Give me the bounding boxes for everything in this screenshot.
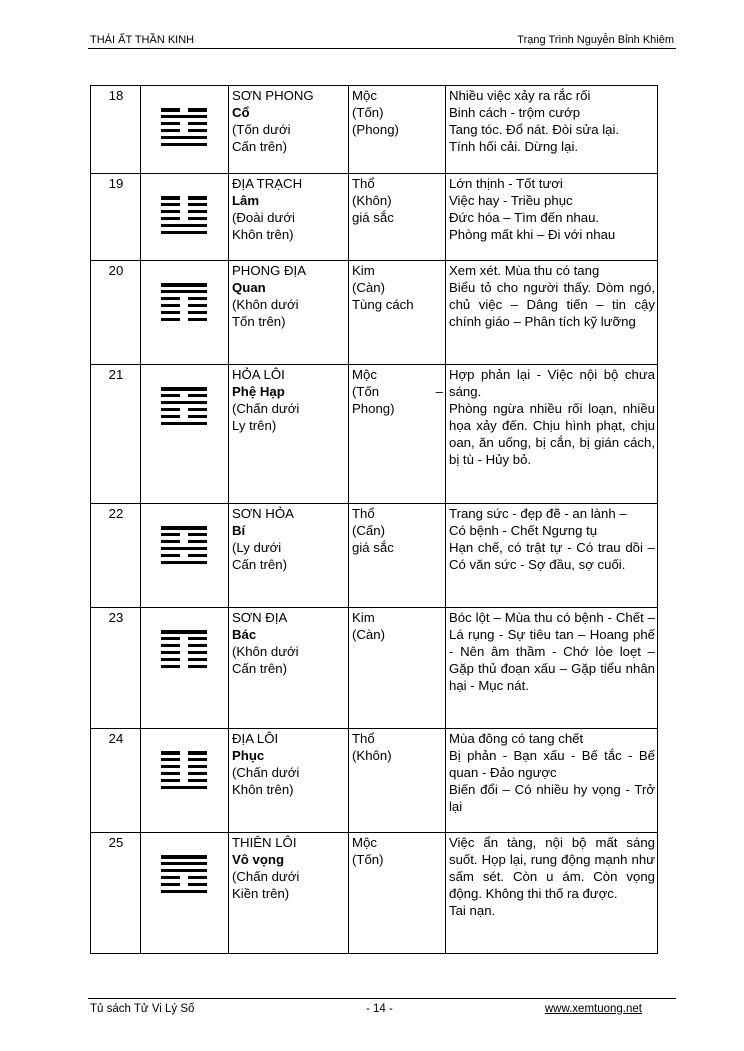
meaning-text: Bị phản - Bạn xấu - Bế tắc - Bế quan - Đảo ngược bbox=[449, 748, 655, 780]
hexagram-name-cell bbox=[229, 86, 349, 174]
hexagram-name: Vô vọng bbox=[232, 852, 285, 867]
yin-line bbox=[161, 658, 207, 662]
yang-line bbox=[161, 283, 207, 287]
upper-trigram: Cấn trên) bbox=[232, 557, 287, 572]
element-line: (Phong) bbox=[352, 122, 399, 137]
yang-line bbox=[161, 547, 207, 551]
hexagram-icon bbox=[161, 751, 207, 789]
meaning-text: Nhiều việc xảy ra rắc rối bbox=[449, 88, 591, 103]
yin-line bbox=[161, 758, 207, 762]
element-line: (Tốn) bbox=[352, 852, 384, 867]
element-line: (Khôn) bbox=[352, 748, 392, 763]
element-cell bbox=[349, 729, 446, 833]
meaning-text: Tai nạn. bbox=[449, 903, 496, 918]
yang-line bbox=[161, 855, 207, 859]
hexagram-table-body bbox=[91, 86, 658, 954]
hexagram-name-line: ĐỊA TRẠCH bbox=[232, 176, 303, 191]
lower-trigram: (Đoài dưới bbox=[232, 210, 295, 225]
hexagram-number: 19 bbox=[91, 174, 141, 261]
hexagram-name: Cổ bbox=[232, 105, 250, 120]
yang-line bbox=[161, 401, 207, 405]
hexagram-name-line: PHONG ĐỊA bbox=[232, 263, 307, 278]
yin-line bbox=[161, 415, 207, 419]
upper-trigram: Khôn trên) bbox=[232, 227, 294, 242]
running-header-author: Trạng Trình Nguyễn Bỉnh Khiêm bbox=[517, 34, 674, 46]
yin-line bbox=[161, 651, 207, 655]
hexagram-name-cell bbox=[229, 729, 349, 833]
yin-line bbox=[161, 765, 207, 769]
hexagram-row bbox=[91, 833, 658, 954]
meaning-text: Binh cách - trộm cướp bbox=[449, 105, 581, 120]
yang-line bbox=[161, 786, 207, 790]
meaning-text: Tang tóc. Đổ nát. Đòi sửa lại. bbox=[449, 122, 620, 137]
hexagram-number: 23 bbox=[91, 608, 141, 729]
page-number: - 14 - bbox=[366, 1003, 393, 1015]
meaning-text: Phòng ngừa nhiều rối loạn, nhiều họa xảy đến. Chịu hình phạt, chịu oan, ăn uống, bị cắn, bị gián cách, bị tù - Hủy bỏ. bbox=[449, 401, 655, 467]
hexagram-name: Lâm bbox=[232, 193, 260, 208]
element-line: giá sắc bbox=[352, 540, 394, 555]
yang-line bbox=[161, 290, 207, 294]
meaning-text: Hạn chế, có trật tự - Có trau dồi – Có văn sức - Sợ đầu, sợ cuối. bbox=[449, 540, 655, 572]
meaning-text: Việc ẩn tàng, nội bộ mất sáng suốt. Họp lại, rung động mạnh như sấm sét. Còn u ám. Còn vọng động. Không thi thố ra được. bbox=[449, 835, 655, 901]
hexagram-row bbox=[91, 504, 658, 608]
yin-line bbox=[161, 203, 207, 207]
hexagram-number: 25 bbox=[91, 833, 141, 954]
yang-line bbox=[161, 890, 207, 894]
hexagram-number: 24 bbox=[91, 729, 141, 833]
hexagram-name-line: SƠN PHONG bbox=[232, 88, 314, 103]
element-cell bbox=[349, 608, 446, 729]
footer-rule bbox=[88, 998, 676, 999]
meaning-text: Tính hối cải. Dừng lại. bbox=[449, 139, 579, 154]
yang-line bbox=[161, 387, 207, 391]
yin-line bbox=[161, 297, 207, 301]
yang-line bbox=[161, 862, 207, 866]
hexagram-row bbox=[91, 261, 658, 365]
hexagram-number: 20 bbox=[91, 261, 141, 365]
meaning-cell bbox=[446, 261, 658, 365]
element-cell bbox=[349, 261, 446, 365]
meaning-text: Việc hay - Triều phục bbox=[449, 193, 573, 208]
hexagram-name-cell bbox=[229, 504, 349, 608]
meaning-cell bbox=[446, 833, 658, 954]
hexagram-icon bbox=[161, 108, 207, 146]
hexagram-name-line: ĐỊA LÔI bbox=[232, 731, 279, 746]
yin-line bbox=[161, 122, 207, 126]
hexagram-name: Bác bbox=[232, 627, 257, 642]
lower-trigram: (Tốn dưới bbox=[232, 122, 291, 137]
element-line: Kim bbox=[352, 263, 375, 278]
upper-trigram: Tốn trên) bbox=[232, 314, 286, 329]
hexagram-number: 21 bbox=[91, 365, 141, 504]
element-line: (Càn) bbox=[352, 280, 385, 295]
element-line: Phong) bbox=[352, 401, 395, 416]
meaning-text: Có bệnh - Chết Ngưng tụ bbox=[449, 523, 598, 538]
upper-trigram: Kiền trên) bbox=[232, 886, 290, 901]
hexagram-icon bbox=[161, 283, 207, 321]
hexagram-table bbox=[90, 85, 658, 954]
meaning-text: Biến đổi – Có nhiều hy vọng - Trở lại bbox=[449, 782, 655, 814]
yin-line bbox=[161, 665, 207, 669]
hexagram-name-line: HỎA LÔI bbox=[232, 367, 285, 382]
hexagram-symbol-cell bbox=[141, 608, 229, 729]
meaning-text: Đức hóa – Tìm đến nhau. bbox=[449, 210, 600, 225]
hexagram-row bbox=[91, 86, 658, 174]
lower-trigram: (Khôn dưới bbox=[232, 297, 299, 312]
element-cell bbox=[349, 365, 446, 504]
hexagram-name-cell bbox=[229, 365, 349, 504]
upper-trigram: Khôn trên) bbox=[232, 782, 294, 797]
yin-line bbox=[161, 779, 207, 783]
yin-line bbox=[161, 311, 207, 315]
meaning-text: Trang sức - đẹp đẽ - an lành – bbox=[449, 506, 627, 521]
yin-line bbox=[161, 772, 207, 776]
yin-line bbox=[161, 883, 207, 887]
element-cell bbox=[349, 504, 446, 608]
yang-line bbox=[161, 869, 207, 873]
yang-line bbox=[161, 422, 207, 426]
yin-line bbox=[161, 196, 207, 200]
hexagram-name: Bí bbox=[232, 523, 246, 538]
yang-line bbox=[161, 630, 207, 634]
yang-line bbox=[161, 561, 207, 565]
yin-line bbox=[161, 533, 207, 537]
yin-line bbox=[161, 217, 207, 221]
meaning-cell bbox=[446, 504, 658, 608]
hexagram-name-line: THIÊN LÔI bbox=[232, 835, 297, 850]
element-line: (Khôn) bbox=[352, 193, 392, 208]
yang-line bbox=[161, 136, 207, 140]
yin-line bbox=[161, 108, 207, 112]
hexagram-name-cell bbox=[229, 608, 349, 729]
upper-trigram: Cấn trên) bbox=[232, 139, 287, 154]
running-header-title: THÁI ẤT THẦN KINH bbox=[90, 34, 195, 46]
yin-line bbox=[161, 540, 207, 544]
hexagram-name-cell bbox=[229, 833, 349, 954]
yin-line bbox=[161, 394, 207, 398]
meaning-text: Lớn thịnh - Tốt tươi bbox=[449, 176, 563, 191]
yin-line bbox=[161, 637, 207, 641]
element-line: (Tốn – bbox=[352, 384, 443, 399]
hexagram-symbol-cell bbox=[141, 729, 229, 833]
yin-line bbox=[161, 644, 207, 648]
yin-line bbox=[161, 751, 207, 755]
hexagram-symbol-cell bbox=[141, 261, 229, 365]
yin-line bbox=[161, 129, 207, 133]
hexagram-number: 18 bbox=[91, 86, 141, 174]
yin-line bbox=[161, 554, 207, 558]
meaning-text: Phòng mất khi – Đi với nhau bbox=[449, 227, 616, 242]
yang-line bbox=[161, 526, 207, 530]
hexagram-number: 22 bbox=[91, 504, 141, 608]
hexagram-name: Phệ Hạp bbox=[232, 384, 285, 399]
element-line: Kim bbox=[352, 610, 375, 625]
element-line: Tùng cách bbox=[352, 297, 414, 312]
hexagram-name: Phục bbox=[232, 748, 265, 763]
hexagram-symbol-cell bbox=[141, 86, 229, 174]
meaning-cell bbox=[446, 174, 658, 261]
hexagram-symbol-cell bbox=[141, 504, 229, 608]
element-line: giá sắc bbox=[352, 210, 394, 225]
element-cell bbox=[349, 174, 446, 261]
meaning-cell bbox=[446, 365, 658, 504]
lower-trigram: (Chấn dưới bbox=[232, 869, 300, 884]
meaning-cell bbox=[446, 729, 658, 833]
element-line: Mộc bbox=[352, 367, 377, 382]
element-line: Thổ bbox=[352, 176, 375, 191]
element-line: Mộc bbox=[352, 835, 377, 850]
hexagram-symbol-cell bbox=[141, 833, 229, 954]
yang-line bbox=[161, 231, 207, 235]
yin-line bbox=[161, 318, 207, 322]
element-line: Thổ bbox=[352, 506, 375, 521]
element-cell bbox=[349, 833, 446, 954]
lower-trigram: (Chấn dưới bbox=[232, 765, 300, 780]
yin-line bbox=[161, 304, 207, 308]
meaning-text: Bóc lột – Mùa thu có bệnh - Chết – Lá rụng - Sự tiêu tan – Hoang phế - Nên âm thầm - Chớ lòe loẹt – Gặp thủ đoạn xấu – Gặp tiểu nhân hại - Mục nát. bbox=[449, 610, 655, 693]
footer-website-link[interactable]: www.xemtuong.net bbox=[544, 1003, 642, 1015]
hexagram-symbol-cell bbox=[141, 174, 229, 261]
hexagram-row bbox=[91, 174, 658, 261]
yang-line bbox=[161, 115, 207, 119]
hexagram-row bbox=[91, 729, 658, 833]
element-line: (Tốn) bbox=[352, 105, 384, 120]
element-cell bbox=[349, 86, 446, 174]
meaning-text: Biểu tỏ cho người thấy. Dòm ngó, chủ việc – Dâng tiến – tin cậy chính giáo – Phân tích kỹ lưỡng bbox=[449, 280, 655, 329]
yang-line bbox=[161, 143, 207, 147]
meaning-text: Hợp phản lại - Việc nội bộ chưa sáng. bbox=[449, 367, 655, 399]
hexagram-icon bbox=[161, 526, 207, 564]
hexagram-name-line: SƠN ĐỊA bbox=[232, 610, 288, 625]
meaning-text: Mùa đông có tang chết bbox=[449, 731, 584, 746]
hexagram-icon bbox=[161, 855, 207, 893]
hexagram-name-line: SƠN HỎA bbox=[232, 506, 294, 521]
yin-line bbox=[161, 876, 207, 880]
element-line: Thổ bbox=[352, 731, 375, 746]
lower-trigram: (Ly dưới bbox=[232, 540, 282, 555]
element-line: Mộc bbox=[352, 88, 377, 103]
element-line: (Càn) bbox=[352, 627, 385, 642]
header-rule bbox=[88, 48, 676, 49]
hexagram-name: Quan bbox=[232, 280, 266, 295]
hexagram-icon bbox=[161, 387, 207, 425]
yang-line bbox=[161, 224, 207, 228]
hexagram-icon bbox=[161, 630, 207, 668]
hexagram-name-cell bbox=[229, 261, 349, 365]
meaning-cell bbox=[446, 608, 658, 729]
meaning-cell bbox=[446, 86, 658, 174]
meaning-text: Xem xét. Mùa thu có tang bbox=[449, 263, 600, 278]
hexagram-symbol-cell bbox=[141, 365, 229, 504]
hexagram-row bbox=[91, 608, 658, 729]
hexagram-name-cell bbox=[229, 174, 349, 261]
lower-trigram: (Chấn dưới bbox=[232, 401, 300, 416]
hexagram-row bbox=[91, 365, 658, 504]
upper-trigram: Cấn trên) bbox=[232, 661, 287, 676]
footer-series: Tủ sách Tử Vi Lý Số bbox=[90, 1003, 195, 1015]
yin-line bbox=[161, 408, 207, 412]
yin-line bbox=[161, 210, 207, 214]
hexagram-icon bbox=[161, 196, 207, 234]
element-line: (Cấn) bbox=[352, 523, 385, 538]
lower-trigram: (Khôn dưới bbox=[232, 644, 299, 659]
upper-trigram: Ly trên) bbox=[232, 418, 277, 433]
